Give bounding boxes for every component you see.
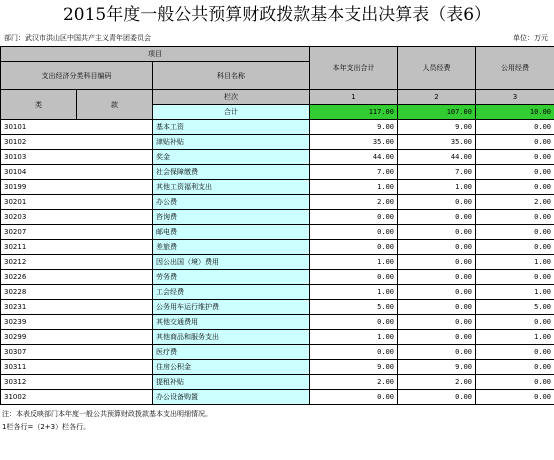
public-expense: 0.00: [476, 135, 554, 150]
personnel-expense: 0.00: [398, 270, 476, 285]
total-value-1: 117.00: [310, 105, 398, 120]
personnel-expense: 0.00: [398, 255, 476, 270]
personnel-expense: 0.00: [398, 330, 476, 345]
subject-name: 因公出国（境）费用: [153, 255, 310, 270]
subject-name: 医疗费: [153, 345, 310, 360]
public-expense: 0.00: [476, 225, 554, 240]
col-public-header: 公用经费: [476, 47, 554, 90]
subject-name: 其他商品和服务支出: [153, 330, 310, 345]
personnel-expense: 44.00: [398, 150, 476, 165]
public-expense: 0.00: [476, 120, 554, 135]
subject-name: 办公设备购置: [153, 390, 310, 405]
table-row: [1, 315, 554, 330]
public-expense: 1.00: [476, 330, 554, 345]
table-row: [1, 210, 554, 225]
public-expense: 0.00: [476, 375, 554, 390]
table-row: [1, 285, 554, 300]
subject-name: 邮电费: [153, 225, 310, 240]
header-row-kind: [1, 90, 554, 105]
personnel-expense: 0.00: [398, 195, 476, 210]
total-expense: 0.00: [310, 210, 398, 225]
total-value-2: 107.00: [398, 105, 476, 120]
total-expense: 0.00: [310, 225, 398, 240]
col-no-1: 1: [310, 90, 398, 105]
expense-code: 30239: [1, 315, 153, 330]
total-expense: 1.00: [310, 330, 398, 345]
public-expense: 0.00: [476, 345, 554, 360]
expense-code: 30226: [1, 270, 153, 285]
expense-code: 30199: [1, 180, 153, 195]
total-expense: 0.00: [310, 240, 398, 255]
public-expense: 0.00: [476, 165, 554, 180]
public-expense: 0.00: [476, 390, 554, 405]
total-label: 合计: [153, 105, 310, 120]
expense-code: 30211: [1, 240, 153, 255]
public-expense: 0.00: [476, 150, 554, 165]
personnel-expense: 0.00: [398, 240, 476, 255]
table-row: [1, 135, 554, 150]
col-no-3: 3: [476, 90, 554, 105]
total-expense: 9.00: [310, 360, 398, 375]
total-expense: 44.00: [310, 150, 398, 165]
public-expense: 1.00: [476, 285, 554, 300]
table-row: [1, 375, 554, 390]
table-row: [1, 390, 554, 405]
expense-code: 30207: [1, 225, 153, 240]
personnel-expense: 9.00: [398, 360, 476, 375]
public-expense: 0.00: [476, 180, 554, 195]
total-expense: 0.00: [310, 345, 398, 360]
table-row: [1, 270, 554, 285]
total-expense: 2.00: [310, 375, 398, 390]
total-expense: 0.00: [310, 390, 398, 405]
expense-code: 30104: [1, 165, 153, 180]
subject-name: 社会保障缴费: [153, 165, 310, 180]
column-no-header: 栏次: [153, 90, 310, 105]
total-expense: 35.00: [310, 135, 398, 150]
unit-label: 单位：万元: [513, 34, 548, 42]
department-label: 部门：武汉市洪山区中国共产主义青年团委员会: [4, 34, 151, 42]
report-title: 2015年度一般公共预算财政拨款基本支出决算表（表6）: [62, 5, 492, 25]
table-row: [1, 330, 554, 345]
table-row: [1, 225, 554, 240]
total-expense: 0.00: [310, 315, 398, 330]
personnel-expense: 35.00: [398, 135, 476, 150]
subject-name: 劳务费: [153, 270, 310, 285]
personnel-expense: 0.00: [398, 315, 476, 330]
total-expense: 1.00: [310, 180, 398, 195]
subject-name: 工会经费: [153, 285, 310, 300]
personnel-expense: 0.00: [398, 210, 476, 225]
table-row: [1, 195, 554, 210]
public-expense: 0.00: [476, 315, 554, 330]
expense-code: 30299: [1, 330, 153, 345]
col-personnel-header: 人员经费: [398, 47, 476, 90]
personnel-expense: 7.00: [398, 165, 476, 180]
table-row: [1, 150, 554, 165]
subject-name: 公务用车运行维护费: [153, 300, 310, 315]
expense-code: 30101: [1, 120, 153, 135]
expense-code: 30102: [1, 135, 153, 150]
table-row: [1, 120, 554, 135]
expense-code: 30311: [1, 360, 153, 375]
subject-name: 差旅费: [153, 240, 310, 255]
expense-code: 30201: [1, 195, 153, 210]
public-expense: 2.00: [476, 195, 554, 210]
public-expense: 1.00: [476, 255, 554, 270]
subject-name: 津贴补贴: [153, 135, 310, 150]
public-expense: 0.00: [476, 270, 554, 285]
header-row-project: [1, 47, 554, 62]
subject-name: 其他工资福利支出: [153, 180, 310, 195]
subject-name: 提租补贴: [153, 375, 310, 390]
expense-code: 30307: [1, 345, 153, 360]
subject-name: 住房公积金: [153, 360, 310, 375]
total-value-3: 10.00: [476, 105, 554, 120]
table-row: [1, 255, 554, 270]
personnel-expense: 2.00: [398, 375, 476, 390]
expense-code: 31002: [1, 390, 153, 405]
total-expense: 1.00: [310, 285, 398, 300]
total-expense: 1.00: [310, 255, 398, 270]
total-expense: 9.00: [310, 120, 398, 135]
footnote-2: 1栏各行=（2+3）栏各行。: [2, 423, 91, 431]
public-expense: 0.00: [476, 360, 554, 375]
public-expense: 5.00: [476, 300, 554, 315]
subject-name: 奖金: [153, 150, 310, 165]
col-no-2: 2: [398, 90, 476, 105]
subject-name-header: 科目名称: [153, 62, 310, 90]
expense-code: 30212: [1, 255, 153, 270]
personnel-expense: 0.00: [398, 225, 476, 240]
total-expense: 2.00: [310, 195, 398, 210]
personnel-expense: 0.00: [398, 300, 476, 315]
personnel-expense: 9.00: [398, 120, 476, 135]
econ-class-header: 支出经济分类科目编码: [1, 62, 153, 90]
project-header: 项目: [1, 47, 310, 62]
expense-code: 30231: [1, 300, 153, 315]
table-row: [1, 165, 554, 180]
public-expense: 0.00: [476, 240, 554, 255]
subject-name: 其他交通费用: [153, 315, 310, 330]
personnel-expense: 0.00: [398, 285, 476, 300]
table-row: [1, 360, 554, 375]
table-row: [1, 180, 554, 195]
expense-code: 30203: [1, 210, 153, 225]
subject-name: 基本工资: [153, 120, 310, 135]
total-expense: 0.00: [310, 270, 398, 285]
total-expense: 7.00: [310, 165, 398, 180]
subject-name: 办公费: [153, 195, 310, 210]
total-expense: 5.00: [310, 300, 398, 315]
footnote-1: 注：本表反映部门本年度一般公共预算财政拨款基本支出明细情况。: [2, 410, 212, 418]
expense-code: 30228: [1, 285, 153, 300]
table-row: [1, 240, 554, 255]
public-expense: 0.00: [476, 210, 554, 225]
personnel-expense: 1.00: [398, 180, 476, 195]
table-row: [1, 300, 554, 315]
subject-name: 咨询费: [153, 210, 310, 225]
col-total-header: 本年支出合计: [310, 47, 398, 90]
budget-table: [0, 46, 554, 405]
expense-code: 30312: [1, 375, 153, 390]
expense-code: 30103: [1, 150, 153, 165]
personnel-expense: 0.00: [398, 390, 476, 405]
kind-header: 类: [1, 90, 77, 120]
personnel-expense: 0.00: [398, 345, 476, 360]
item-header: 款: [77, 90, 153, 120]
table-row: [1, 345, 554, 360]
